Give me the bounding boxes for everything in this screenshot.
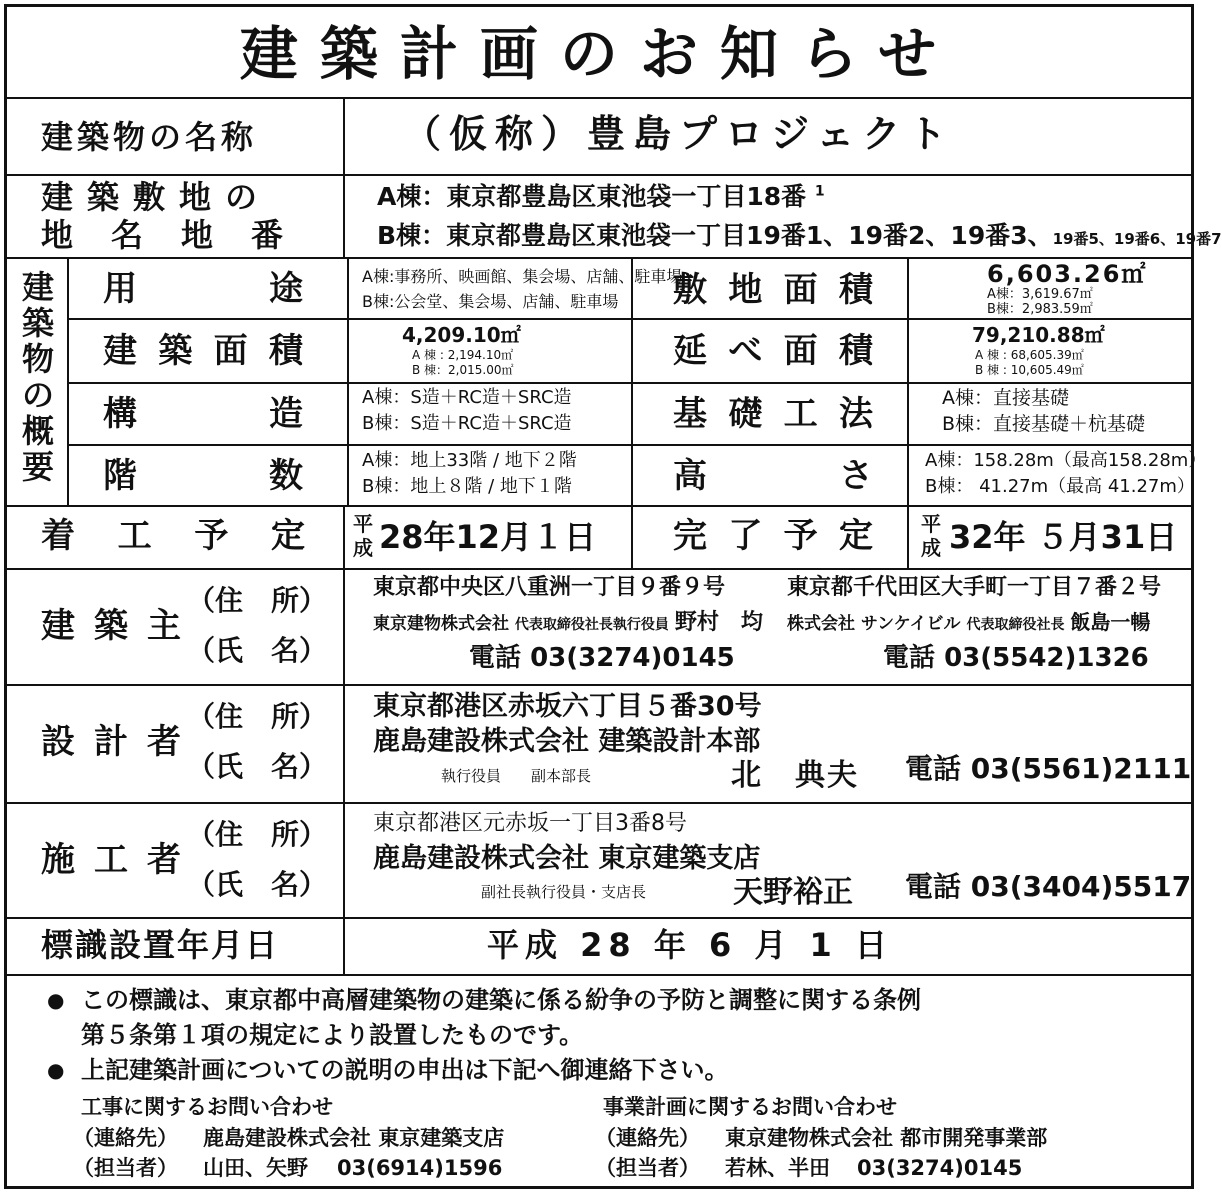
contact-right-phone: 03(3274)0145 — [857, 1156, 1023, 1180]
sign-date-label: 標識設置年月日 — [41, 926, 280, 964]
rule — [67, 382, 1191, 384]
foundation-a: A棟：直接基礎 — [942, 387, 1069, 409]
building-area-a: A 棟 : 2,194.10㎡ — [412, 348, 514, 362]
contractor-address: 東京都港区元赤坂一丁目3番8号 — [373, 811, 687, 836]
floors-b: B棟：地上８階 / 地下１階 — [362, 476, 572, 497]
notice-title: 建築計画のお知らせ — [239, 20, 959, 88]
site-area-total: 6,603.26㎡ — [987, 260, 1148, 288]
designer-phone-label: 電話 — [905, 752, 962, 785]
start-date: 28年12月１日 — [379, 518, 597, 556]
floors-a: A棟：地上33階 / 地下２階 — [362, 450, 577, 471]
floors-label: 階数 — [103, 456, 303, 496]
floor-area-label: 延べ面積 — [673, 331, 873, 371]
building-name-value: （仮称）豊島プロジェクト — [403, 112, 955, 156]
rule — [343, 97, 345, 257]
owner-phone-2 — [883, 645, 1149, 671]
rule — [7, 174, 1191, 176]
rule — [907, 257, 909, 568]
height-a: A棟：158.28m（最高158.28m） — [925, 450, 1207, 471]
complete-date: 32年 ５月31日 — [949, 518, 1178, 556]
rule — [67, 257, 69, 505]
contact-right-person-label: （担当者） — [595, 1156, 700, 1180]
owner-address-label: （住 所） — [187, 584, 328, 617]
site-address-a — [377, 184, 825, 209]
owner-phone-1-label: 電話 — [469, 643, 522, 673]
site-area-a: A棟：3,619.67㎡ — [987, 287, 1093, 302]
rule — [7, 917, 1191, 919]
height-label: 高さ — [673, 456, 873, 496]
designer-name-label: （氏 名） — [187, 750, 328, 783]
site-address-a-sup: 1 — [814, 183, 825, 200]
contractor-title: 副社長執行役員・支店長 — [481, 883, 647, 901]
contractor-company: 鹿島建設株式会社 東京建築支店 — [373, 843, 761, 874]
owner-company-2-name: 株式会社 サンケイビル — [787, 614, 961, 634]
complete-label: 完了予定 — [673, 516, 873, 556]
note-2: 上記建築計画についての説明の申出は下記へ御連絡下さい。 — [81, 1056, 729, 1084]
structure-b: B棟：S造＋RC造＋SRC造 — [362, 413, 572, 434]
note-1-line-2: 第５条第１項の規定により設置したものです。 — [81, 1021, 584, 1049]
owner-title-1: 代表取締役社長執行役員 — [514, 617, 669, 633]
designer-person: 北 典夫 — [731, 758, 859, 793]
complete-era: 平成 — [921, 512, 941, 560]
building-area-label: 建築面積 — [103, 331, 303, 371]
owner-title-2: 代表取締役社長 — [966, 617, 1065, 633]
contact-left-heading: 工事に関するお問い合わせ — [81, 1095, 333, 1119]
owner-phone-1 — [469, 645, 735, 671]
contact-left-org: 鹿島建設株式会社 東京建築支店 — [203, 1126, 505, 1150]
site-address-b-text: B棟：東京都豊島区東池袋一丁目19番1、19番2、19番3、 — [377, 221, 1053, 250]
rule — [7, 974, 1191, 976]
contractor-phone-label: 電話 — [905, 870, 962, 903]
rule — [7, 97, 1191, 99]
owner-company-1 — [373, 612, 763, 634]
building-area-b: B 棟：2,015.00㎡ — [412, 363, 514, 377]
owner-address-2: 東京都千代田区大手町一丁目７番２号 — [787, 575, 1162, 600]
contact-right-heading: 事業計画に関するお問い合わせ — [603, 1095, 897, 1119]
site-area-label: 敷地面積 — [673, 270, 873, 310]
use-label: 用途 — [103, 269, 303, 309]
owner-person-1: 野村 均 — [674, 610, 763, 635]
note-bullet-2: ● — [47, 1058, 65, 1082]
designer-company: 鹿島建設株式会社 建築設計本部 — [373, 726, 761, 757]
structure-a: A棟：S造＋RC造＋SRC造 — [362, 387, 572, 408]
use-a: A棟:事務所、映画館、集会場、店舗、駐車場 — [362, 267, 683, 286]
contractor-phone — [905, 870, 1192, 903]
site-area-b: B棟：2,983.59㎡ — [987, 302, 1093, 317]
site-address-b — [377, 223, 1222, 248]
designer-phone-number: 03(5561)2111 — [970, 752, 1192, 785]
rule — [631, 257, 633, 568]
start-era: 平成 — [353, 512, 373, 560]
owner-person-2: 飯島一暢 — [1070, 610, 1151, 634]
owner-phone-2-number: 03(5542)1326 — [944, 643, 1149, 673]
note-1-line-1: この標識は、東京都中高層建築物の建築に係る紛争の予防と調整に関する条例 — [81, 986, 921, 1014]
owner-address-1: 東京都中央区八重洲一丁目９番９号 — [373, 575, 726, 600]
contractor-phone-number: 03(3404)5517 — [970, 870, 1192, 903]
site-address-b-small: 19番5、19番6、19番7 — [1052, 230, 1222, 248]
floor-area-a: A 棟 : 68,605.39㎡ — [975, 348, 1084, 362]
contractor-label: 施工者 — [41, 840, 181, 880]
site-address-label-1: 建築敷地の — [41, 178, 272, 216]
use-b: B棟:公会堂、集会場、店舗、駐車場 — [362, 292, 619, 311]
rule — [343, 505, 345, 974]
contact-left-org-label: （連絡先） — [73, 1126, 178, 1150]
owner-phone-1-number: 03(3274)0145 — [530, 643, 735, 673]
notice-board — [4, 4, 1222, 1189]
designer-phone — [905, 752, 1192, 785]
rule — [7, 802, 1191, 804]
contact-right-org-label: （連絡先） — [595, 1126, 700, 1150]
owner-company-2 — [787, 612, 1150, 633]
designer-address: 東京都港区赤坂六丁目５番30号 — [373, 691, 762, 722]
contact-left-phone: 03(6914)1596 — [337, 1156, 503, 1180]
site-address-a-text: A棟：東京都豊島区東池袋一丁目18番 — [377, 182, 807, 211]
designer-title: 執行役員 副本部長 — [441, 767, 592, 785]
rule — [67, 318, 1191, 320]
note-bullet-1: ● — [47, 988, 65, 1012]
rule — [7, 684, 1191, 686]
contact-right-org: 東京建物株式会社 都市開発事業部 — [725, 1126, 1048, 1150]
sign-date-value: 平成 28 年 6 月 1 日 — [487, 926, 893, 964]
owner-phone-2-label: 電話 — [883, 643, 936, 673]
rule — [347, 257, 349, 505]
building-area-total: 4,209.10㎡ — [402, 323, 521, 347]
contractor-person: 天野裕正 — [733, 875, 853, 910]
site-address-label-2: 地名地番 — [41, 216, 322, 254]
contact-left-person: 山田、矢野 — [203, 1156, 308, 1180]
owner-company-1-name: 東京建物株式会社 — [373, 614, 509, 634]
height-b: B棟： 41.27m（最高 41.27m） — [925, 476, 1195, 497]
owner-label: 建築主 — [41, 606, 181, 646]
rule — [7, 505, 1191, 507]
start-label: 着工予定 — [41, 516, 305, 556]
rule — [67, 444, 1191, 446]
contact-right-person: 若林、半田 — [725, 1156, 830, 1180]
foundation-label: 基礎工法 — [673, 394, 873, 434]
floor-area-total: 79,210.88㎡ — [972, 323, 1105, 347]
overview-side-label: 建築物の概要 — [21, 268, 54, 486]
contact-left-person-label: （担当者） — [73, 1156, 178, 1180]
contractor-name-label: （氏 名） — [187, 868, 328, 901]
owner-name-label: （氏 名） — [187, 634, 328, 667]
floor-area-b: B 棟 : 10,605.49㎡ — [975, 363, 1084, 377]
designer-address-label: （住 所） — [187, 700, 328, 733]
rule — [7, 257, 1191, 259]
rule — [7, 568, 1191, 570]
foundation-b: B棟：直接基礎＋杭基礎 — [942, 413, 1146, 435]
building-name-label: 建築物の名称 — [41, 118, 258, 156]
contractor-address-label: （住 所） — [187, 818, 328, 851]
designer-label: 設計者 — [41, 722, 181, 762]
structure-label: 構造 — [103, 394, 303, 434]
